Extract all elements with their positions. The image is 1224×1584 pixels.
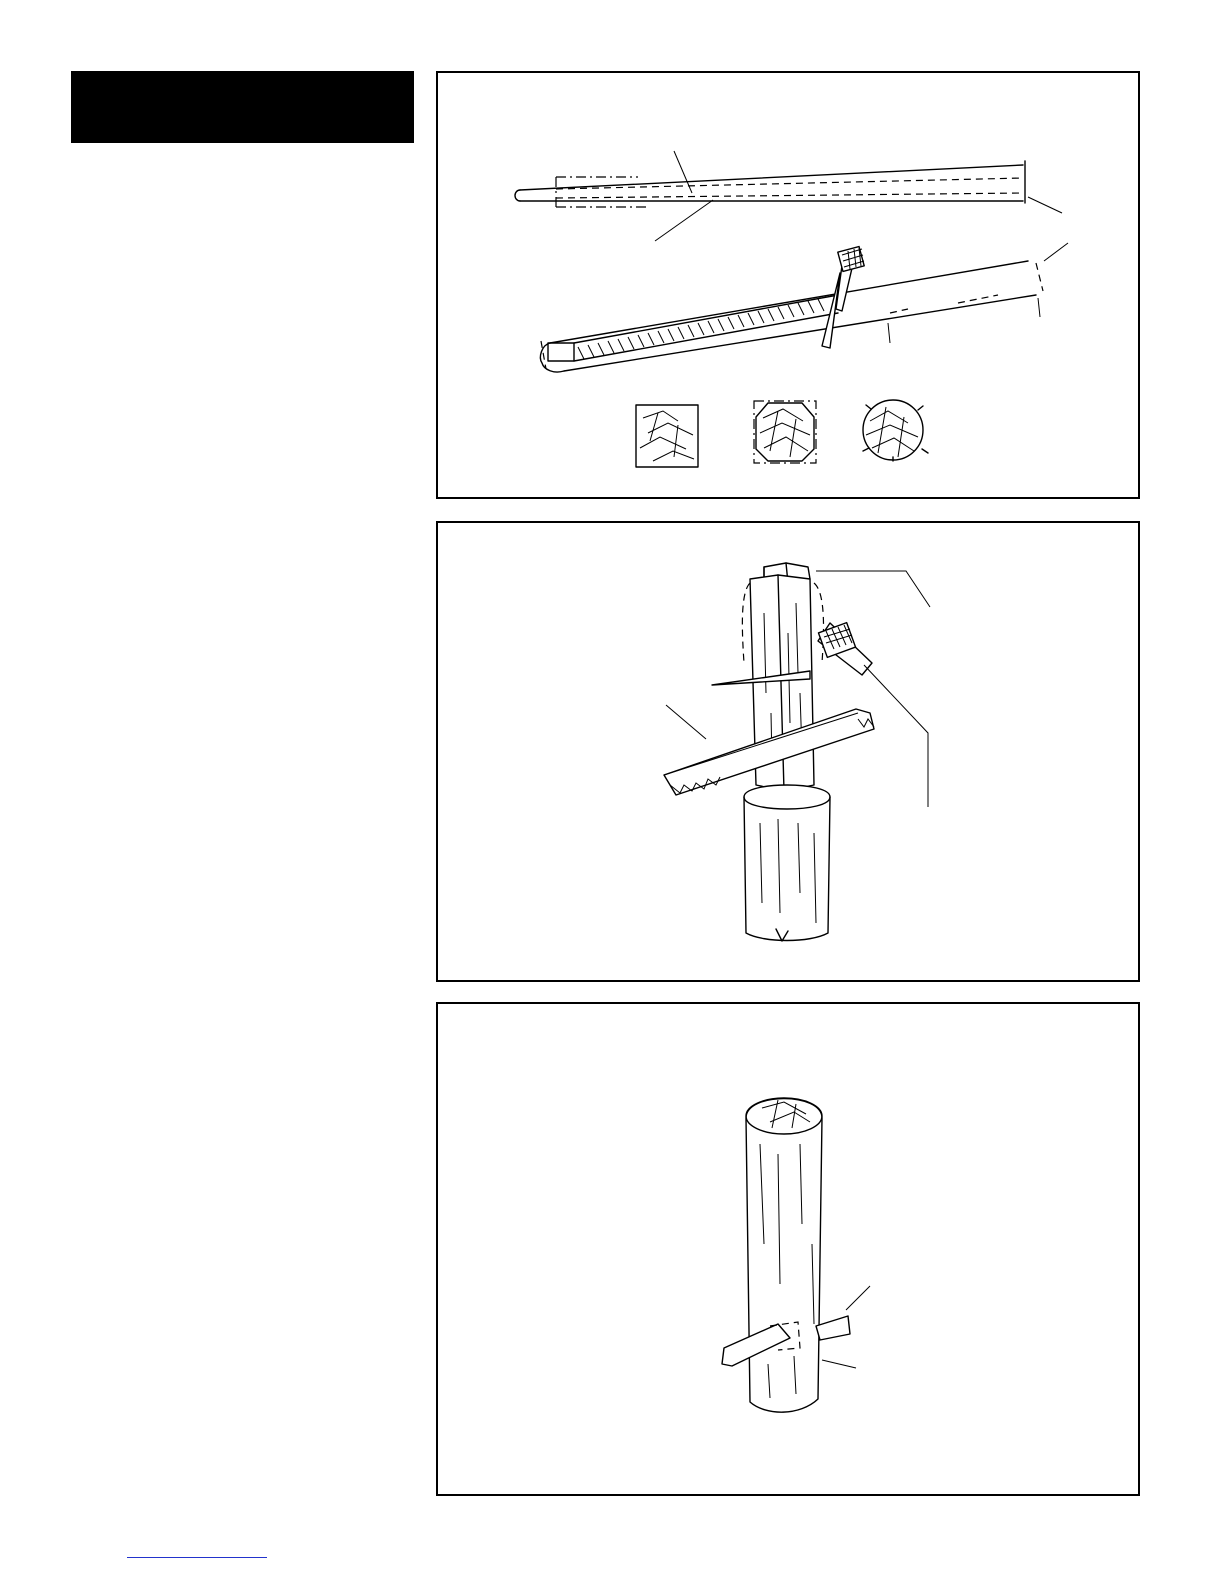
round-log-base <box>744 785 830 941</box>
figure-panel-1 <box>436 71 1140 499</box>
stave-shaping-illustration <box>438 73 1138 497</box>
callout-leader-1 <box>816 571 930 607</box>
footer-rule <box>127 1557 267 1558</box>
chapter-header-block <box>71 71 414 143</box>
wedge-joint-illustration <box>438 1004 1138 1494</box>
squared-stave <box>540 243 1068 372</box>
saw-cut-illustration <box>438 523 1138 980</box>
figure-panel-2 <box>436 521 1140 982</box>
callout-leader-2 <box>864 665 928 807</box>
cross-section-octagon <box>754 401 816 463</box>
figure-panel-3 <box>436 1002 1140 1496</box>
round-post <box>746 1098 822 1412</box>
tapered-stave <box>515 151 1062 241</box>
cross-section-round <box>863 400 928 461</box>
cross-section-square <box>636 405 698 467</box>
